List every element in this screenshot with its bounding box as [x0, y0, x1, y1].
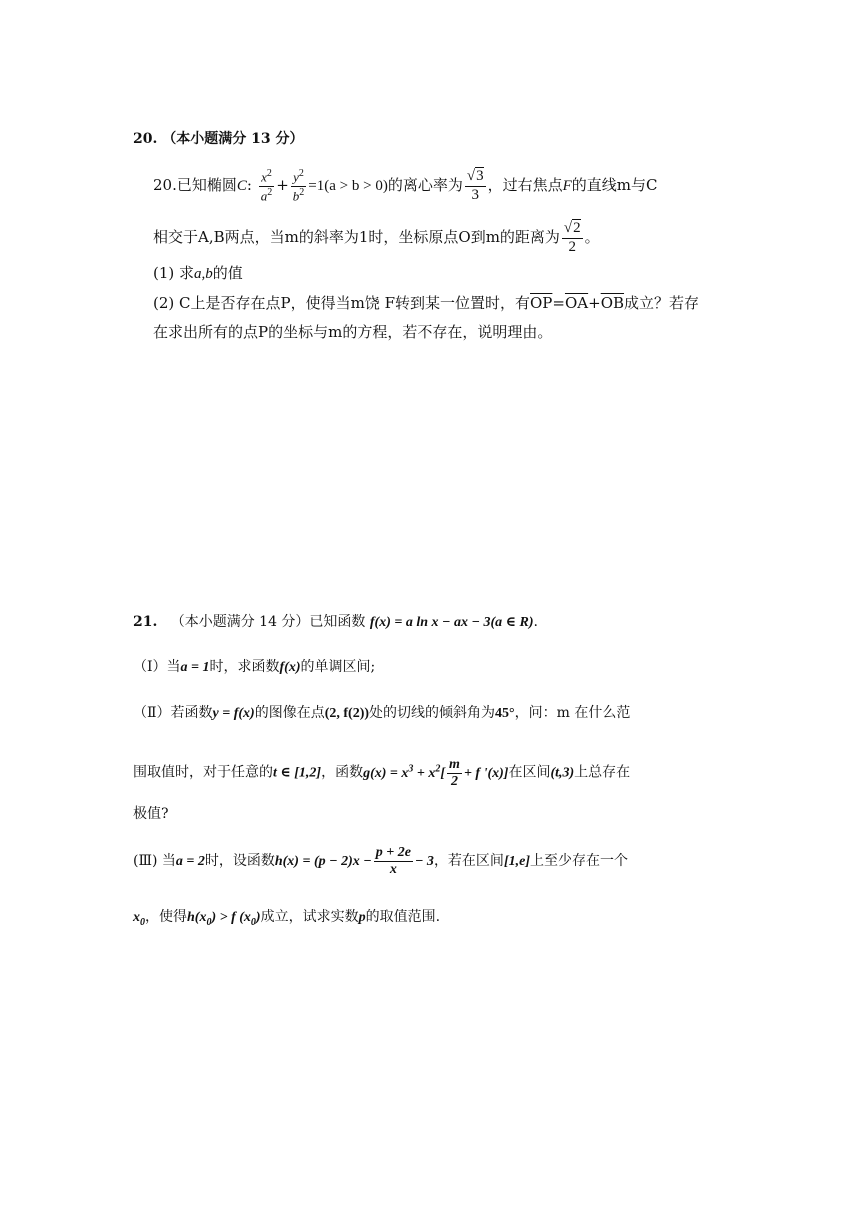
q20-vector-ob: $\overline{OB}$ [600, 294, 625, 312]
q21-p2-angle: 45° [495, 706, 515, 721]
q20-vector-oa: $\overline{OA}$ [564, 294, 589, 312]
q21-p3-inequality: $h(x_0) > f$ $(x_0)$ [187, 910, 261, 928]
q21-p1-func: f(x) [279, 660, 301, 675]
q21-func-def: f(x) = a ln x − ax − 3(a ∈ R) [369, 615, 534, 630]
q20-part1-vars: a,b [194, 266, 213, 282]
q21-p3-h-def: h(x) = (p − 2)x − $\frac{p + 2e}{x}$ − 3 [274, 845, 434, 878]
q20-stem-line1: 20.已知椭圆C: $\frac{x^2}{a^2}$ + $\frac{y^2}{b^2}$ =1(a > b > 0)的离心率为 $\frac{√3}{3}$ ，过右焦点F的直线m与C [153, 168, 658, 203]
q21-part1: （Ⅰ）当a = 1时，求函数f(x)的单调区间; [133, 659, 376, 675]
q20-x-frac: $\frac{x^2}{a^2}$ [260, 168, 273, 203]
q21-part2-line2: 围取值时，对于任意的t ∈ [1,2]，函数$g(x) = x^3 + x^2$[ $\frac{m}{2}$ + f '(x)]在区间(t,3)上总存在 [133, 756, 631, 789]
q20-stem-line2 [153, 214, 600, 260]
q20-dist-frac: $\frac{√2}{2}$ [563, 220, 581, 255]
q21-p3-interval: [1,e] [503, 854, 530, 869]
q20-part2-line1: (2) C上是否存在点P，使得当m饶 F转到某一位置时，有$\overline{OP}=\overline{OA}+\overline{OB}$成立？若存 [153, 294, 700, 312]
q21-p2-point: (2, f(2)) [324, 706, 370, 721]
q20-part1: (1) 求a,b的值 [153, 264, 243, 282]
q20-ellipse-var: C [236, 178, 247, 194]
q20-y-frac: $\frac{y^2}{b^2}$ [292, 168, 305, 203]
q21-part3-line2: $x_0$，使得$h(x_0) > f$ $(x_0)$成立，试求实数p的取值范围. [133, 909, 441, 928]
q21-heading-text: （本小题满分 14 分）已知函数 [170, 614, 366, 630]
q21-p2-func: y = f(x) [212, 706, 255, 721]
q20-stem-tail1: ，过右焦点 [487, 176, 563, 194]
q21-p2-t-range: t ∈ [1,2] [273, 765, 322, 781]
q21-heading: 21. （本小题满分 14 分）已知函数 f(x) = a ln x − ax − 3(a ∈ R). [133, 614, 538, 630]
q20-eq-rhs: =1(a > b > 0) [308, 178, 388, 194]
q21-part3-line1: (Ⅲ) 当a = 2时，设函数h(x) = (p − 2)x − $\frac{p + 2e}{x}$ − 3，若在区间[1,e]上至少存在一个 [133, 845, 628, 878]
q20-vector-op: $\overline{OP}$ [530, 294, 553, 312]
q20-focus: F [562, 178, 572, 194]
q20-part2-line2: 在求出所有的点P的坐标与m的方程，若不存在，说明理由。 [153, 323, 553, 341]
q21-p3-cond: a = 2 [175, 854, 205, 869]
q20-stem-prefix: 20.已知椭圆 [153, 176, 237, 194]
q20-line2-end: 。 [584, 228, 600, 246]
q21-part2-line1: （Ⅱ）若函数y = f(x)的图像在点(2, f(2))处的切线的倾斜角为45°，问：m 在什么范 [133, 705, 631, 721]
q21-p1-cond: a = 1 [180, 660, 210, 675]
q20-line2-text: 相交于A,B两点，当m的斜率为1时，坐标原点O到m的距离为 [153, 228, 560, 246]
q21-p3-frac: $\frac{p + 2e}{x}$ [375, 845, 411, 878]
q21-p2-g-def: $g(x) = x^3 + x^2$[ $\frac{m}{2}$ + f '(x)] [363, 756, 509, 789]
q21-part2-line3: 极值? [133, 806, 169, 822]
q21-p3-var-p: p [358, 910, 366, 925]
q21-p2-interval: (t,3) [550, 765, 575, 781]
q20-heading: 20. （本小题满分 13 分） [133, 131, 304, 147]
q21-p2-m-frac: $\frac{m}{2}$ [449, 756, 460, 789]
q20-ecc-frac: $\frac{√3}{3}$ [466, 168, 484, 203]
q21-number: 21. [133, 614, 158, 630]
q20-ecc-text: 的离心率为 [387, 176, 463, 194]
q21-p3-x0: $x_0$ [133, 910, 145, 928]
q20-stem-tail2: 的直线m与C [571, 176, 658, 194]
